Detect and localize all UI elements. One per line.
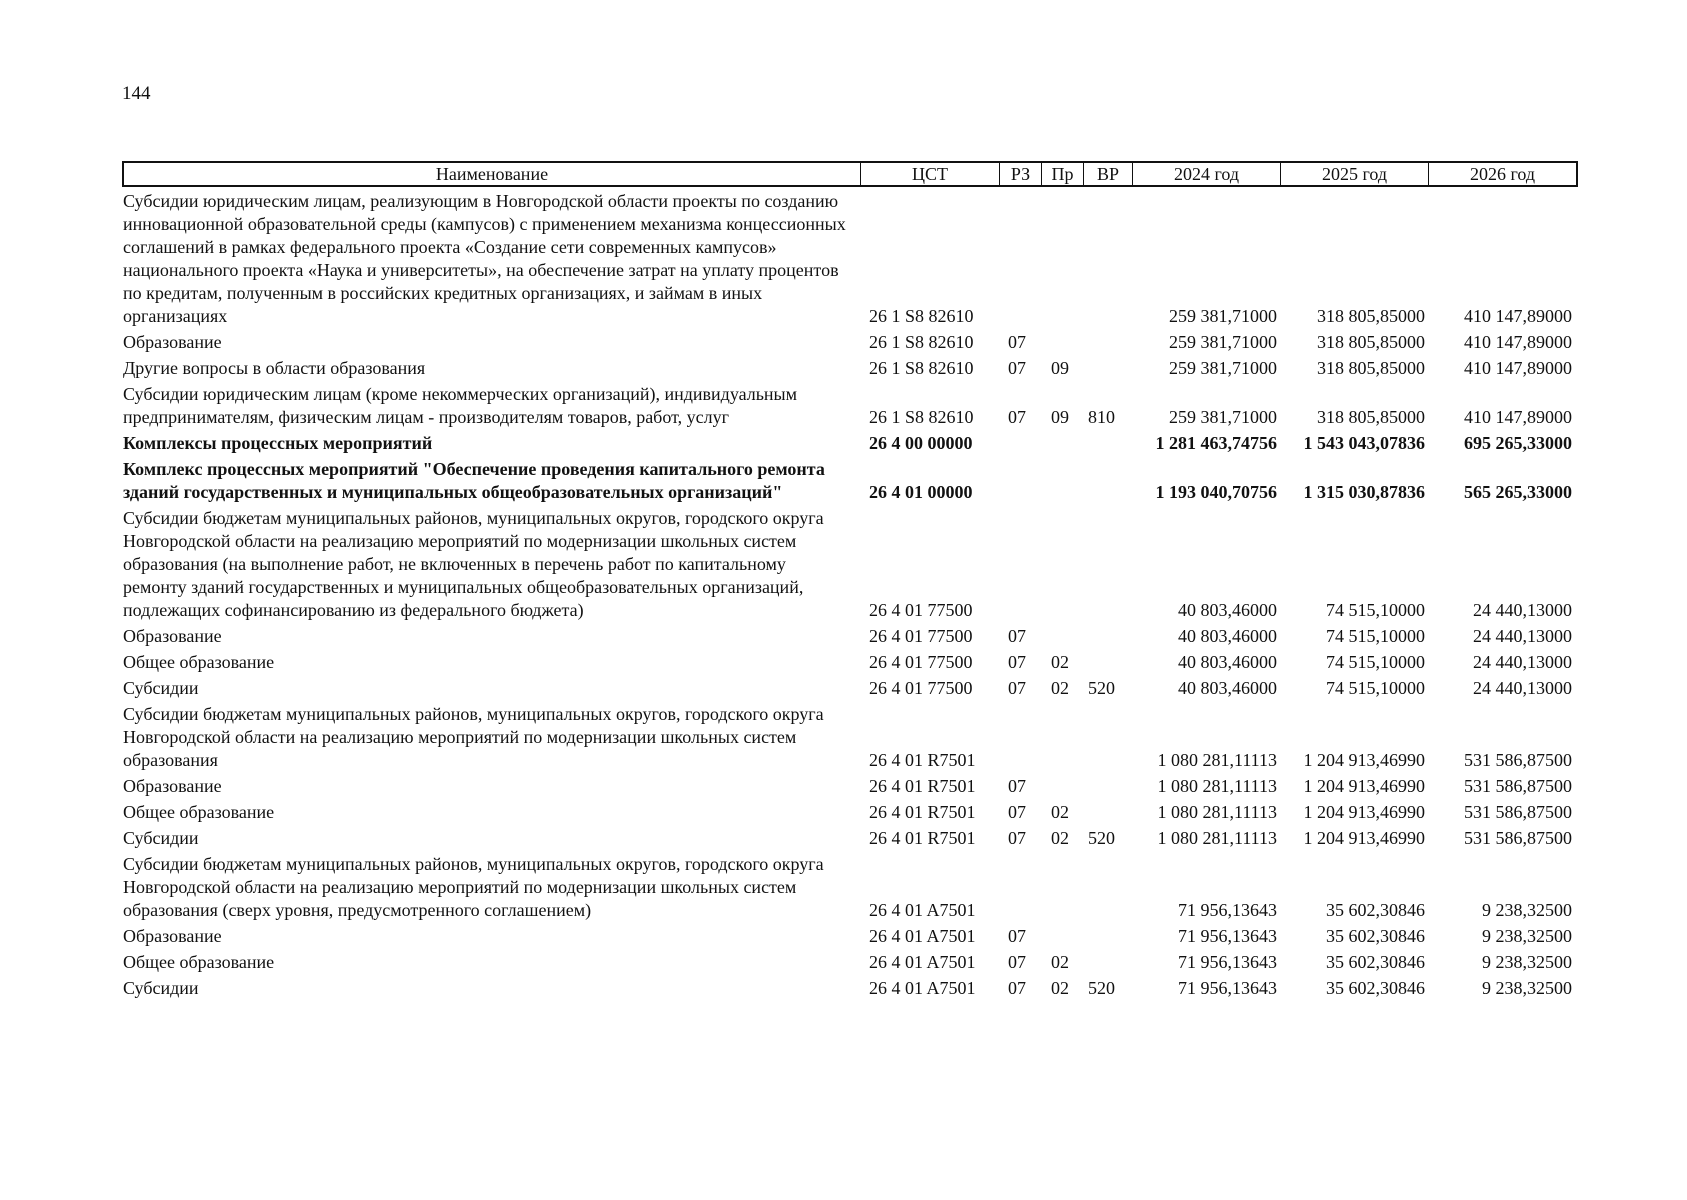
cell-year-2024: 1 080 281,11113 xyxy=(1157,828,1277,848)
cell-cst: 26 1 S8 82610 xyxy=(869,407,974,427)
cell-cst: 26 4 01 77500 xyxy=(869,600,973,620)
header-year-2025: 2025 год xyxy=(1281,163,1429,185)
cell-vr: 810 xyxy=(1088,407,1115,427)
cell-vr: 520 xyxy=(1088,678,1115,698)
table-row xyxy=(122,458,1578,504)
cell-rz: 07 xyxy=(1008,926,1026,946)
cell-name: Субсидии бюджетам муниципальных районов, муниципальных округов, городского округа Новгородской области на реализацию мероприятий по модернизации школьных систем образования xyxy=(123,704,824,770)
cell-year-2026: 9 238,32500 xyxy=(1482,900,1572,920)
cell-pr: 09 xyxy=(1051,358,1069,378)
cell-cst: 26 4 00 00000 xyxy=(869,433,973,453)
cell-cst: 26 4 01 77500 xyxy=(869,652,973,672)
cell-year-2025: 318 805,85000 xyxy=(1317,358,1425,378)
table-body xyxy=(122,190,1578,1000)
cell-year-2024: 1 281 463,74756 xyxy=(1155,433,1277,453)
cell-year-2024: 259 381,71000 xyxy=(1169,306,1277,326)
cell-rz: 07 xyxy=(1008,407,1026,427)
cell-year-2025: 35 602,30846 xyxy=(1326,952,1425,972)
table-row xyxy=(122,383,1578,429)
cell-cst: 26 4 01 A7501 xyxy=(869,952,976,972)
table-row xyxy=(122,190,1578,328)
cell-year-2025: 35 602,30846 xyxy=(1326,900,1425,920)
table-header xyxy=(122,161,1578,187)
cell-year-2024: 71 956,13643 xyxy=(1178,926,1277,946)
cell-name: Образование xyxy=(123,926,222,946)
cell-year-2025: 35 602,30846 xyxy=(1326,978,1425,998)
cell-pr: 09 xyxy=(1051,407,1069,427)
cell-year-2025: 318 805,85000 xyxy=(1317,407,1425,427)
cell-cst: 26 4 01 A7501 xyxy=(869,900,976,920)
cell-year-2026: 531 586,87500 xyxy=(1464,776,1572,796)
cell-year-2026: 24 440,13000 xyxy=(1473,600,1572,620)
cell-year-2026: 9 238,32500 xyxy=(1482,952,1572,972)
cell-name: Общее образование xyxy=(123,652,275,672)
cell-rz: 07 xyxy=(1008,952,1026,972)
cell-year-2026: 531 586,87500 xyxy=(1464,802,1572,822)
cell-cst: 26 4 01 77500 xyxy=(869,626,973,646)
cell-year-2024: 1 193 040,70756 xyxy=(1155,482,1277,502)
cell-cst: 26 4 01 77500 xyxy=(869,678,973,698)
table-row xyxy=(122,827,1578,850)
cell-year-2024: 259 381,71000 xyxy=(1169,332,1277,352)
cell-name: Комплекс процессных мероприятий "Обеспечение проведения капитального ремонта зданий государственных и муниципальных общеобразовательных организаций" xyxy=(123,459,825,502)
cell-name: Другие вопросы в области образования xyxy=(123,358,426,378)
cell-year-2026: 410 147,89000 xyxy=(1464,306,1572,326)
cell-name: Субсидии xyxy=(123,678,199,698)
cell-year-2026: 24 440,13000 xyxy=(1473,626,1572,646)
page-number: 144 xyxy=(122,83,151,104)
cell-year-2026: 531 586,87500 xyxy=(1464,828,1572,848)
cell-year-2024: 71 956,13643 xyxy=(1178,978,1277,998)
cell-cst: 26 4 01 R7501 xyxy=(869,802,976,822)
cell-pr: 02 xyxy=(1051,952,1069,972)
cell-name: Комплексы процессных мероприятий xyxy=(123,433,433,453)
cell-name: Образование xyxy=(123,776,222,796)
cell-year-2025: 1 204 913,46990 xyxy=(1303,776,1425,796)
table-row xyxy=(122,977,1578,1000)
budget-table xyxy=(122,161,1578,1000)
cell-year-2026: 695 265,33000 xyxy=(1464,433,1572,453)
cell-cst: 26 4 01 R7501 xyxy=(869,776,976,796)
cell-cst: 26 4 01 R7501 xyxy=(869,750,976,770)
cell-year-2026: 565 265,33000 xyxy=(1464,482,1572,502)
cell-name: Общее образование xyxy=(123,802,275,822)
cell-vr: 520 xyxy=(1088,828,1115,848)
cell-year-2024: 40 803,46000 xyxy=(1178,678,1277,698)
cell-rz: 07 xyxy=(1008,358,1026,378)
cell-name: Субсидии xyxy=(123,978,199,998)
cell-cst: 26 4 01 A7501 xyxy=(869,926,976,946)
cell-pr: 02 xyxy=(1051,652,1069,672)
header-cst: ЦСТ xyxy=(861,163,1000,185)
cell-name: Субсидии юридическим лицам, реализующим в Новгородской области проекты по созданию инновационной образовательной среды (кампусов) с применением механизма концессионных соглашений в рамках федерального проекта «Создание сети современных кампусов» национального проекта «Наука и университеты», на обеспечение затрат на уплату процентов по кредитам, полученным в российских кредитных организациях, и займам в иных организациях xyxy=(123,191,846,326)
cell-pr: 02 xyxy=(1051,978,1069,998)
cell-rz: 07 xyxy=(1008,626,1026,646)
cell-year-2026: 24 440,13000 xyxy=(1473,652,1572,672)
table-row xyxy=(122,331,1578,354)
header-vr: ВР xyxy=(1084,163,1133,185)
cell-rz: 07 xyxy=(1008,678,1026,698)
cell-rz: 07 xyxy=(1008,332,1026,352)
cell-year-2025: 74 515,10000 xyxy=(1326,626,1425,646)
cell-year-2025: 1 204 913,46990 xyxy=(1303,828,1425,848)
cell-year-2026: 9 238,32500 xyxy=(1482,926,1572,946)
cell-year-2024: 1 080 281,11113 xyxy=(1157,750,1277,770)
table-row xyxy=(122,357,1578,380)
cell-name: Субсидии бюджетам муниципальных районов, муниципальных округов, городского округа Новгородской области на реализацию мероприятий по модернизации школьных систем образования (сверх уровня, предусмотренного соглашением) xyxy=(123,854,824,920)
cell-year-2024: 259 381,71000 xyxy=(1169,407,1277,427)
cell-year-2024: 259 381,71000 xyxy=(1169,358,1277,378)
cell-vr: 520 xyxy=(1088,978,1115,998)
table-row xyxy=(122,775,1578,798)
cell-year-2024: 71 956,13643 xyxy=(1178,952,1277,972)
table-row xyxy=(122,432,1578,455)
cell-name: Образование xyxy=(123,332,222,352)
cell-rz: 07 xyxy=(1008,802,1026,822)
table-row xyxy=(122,677,1578,700)
table-row xyxy=(122,703,1578,772)
cell-year-2024: 40 803,46000 xyxy=(1178,652,1277,672)
cell-year-2026: 24 440,13000 xyxy=(1473,678,1572,698)
table-row xyxy=(122,507,1578,622)
cell-name: Общее образование xyxy=(123,952,275,972)
cell-year-2026: 410 147,89000 xyxy=(1464,407,1572,427)
cell-year-2024: 40 803,46000 xyxy=(1178,626,1277,646)
header-name: Наименование xyxy=(124,163,861,185)
cell-pr: 02 xyxy=(1051,678,1069,698)
cell-year-2024: 71 956,13643 xyxy=(1178,900,1277,920)
table-row xyxy=(122,801,1578,824)
cell-year-2025: 74 515,10000 xyxy=(1326,652,1425,672)
cell-year-2026: 410 147,89000 xyxy=(1464,332,1572,352)
table-row xyxy=(122,951,1578,974)
table-row xyxy=(122,925,1578,948)
cell-cst: 26 1 S8 82610 xyxy=(869,332,974,352)
cell-year-2025: 318 805,85000 xyxy=(1317,306,1425,326)
cell-name: Субсидии юридическим лицам (кроме некоммерческих организаций), индивидуальным предпринимателям, физическим лицам - производителям товаров, работ, услуг xyxy=(123,384,798,427)
cell-cst: 26 4 01 A7501 xyxy=(869,978,976,998)
header-pr: Пр xyxy=(1042,163,1084,185)
table-row xyxy=(122,853,1578,922)
cell-rz: 07 xyxy=(1008,828,1026,848)
cell-rz: 07 xyxy=(1008,978,1026,998)
cell-cst: 26 1 S8 82610 xyxy=(869,358,974,378)
cell-pr: 02 xyxy=(1051,802,1069,822)
cell-year-2026: 9 238,32500 xyxy=(1482,978,1572,998)
header-year-2024: 2024 год xyxy=(1133,163,1281,185)
cell-year-2025: 35 602,30846 xyxy=(1326,926,1425,946)
cell-year-2025: 74 515,10000 xyxy=(1326,600,1425,620)
cell-year-2025: 1 315 030,87836 xyxy=(1303,482,1425,502)
cell-cst: 26 1 S8 82610 xyxy=(869,306,974,326)
cell-year-2024: 1 080 281,11113 xyxy=(1157,802,1277,822)
cell-cst: 26 4 01 R7501 xyxy=(869,828,976,848)
cell-pr: 02 xyxy=(1051,828,1069,848)
cell-rz: 07 xyxy=(1008,652,1026,672)
cell-year-2024: 1 080 281,11113 xyxy=(1157,776,1277,796)
header-year-2026: 2026 год xyxy=(1469,164,1536,184)
cell-year-2025: 1 543 043,07836 xyxy=(1303,433,1425,453)
cell-name: Образование xyxy=(123,626,222,646)
cell-year-2025: 74 515,10000 xyxy=(1326,678,1425,698)
table-row xyxy=(122,651,1578,674)
header-rz: РЗ xyxy=(1000,163,1042,185)
cell-year-2025: 318 805,85000 xyxy=(1317,332,1425,352)
cell-cst: 26 4 01 00000 xyxy=(869,482,973,502)
cell-rz: 07 xyxy=(1008,776,1026,796)
cell-year-2025: 1 204 913,46990 xyxy=(1303,802,1425,822)
cell-year-2026: 531 586,87500 xyxy=(1464,750,1572,770)
cell-year-2025: 1 204 913,46990 xyxy=(1303,750,1425,770)
cell-year-2026: 410 147,89000 xyxy=(1464,358,1572,378)
table-row xyxy=(122,625,1578,648)
cell-year-2024: 40 803,46000 xyxy=(1178,600,1277,620)
cell-name: Субсидии бюджетам муниципальных районов, муниципальных округов, городского округа Новгородской области на реализацию мероприятий по модернизации школьных систем образования (на выполнение работ, не включенных в перечень работ по капитальному ремонту зданий государственных и муниципальных общеобразовательных организаций, подлежащих софинансированию из федерального бюджета) xyxy=(123,508,824,620)
cell-name: Субсидии xyxy=(123,828,199,848)
